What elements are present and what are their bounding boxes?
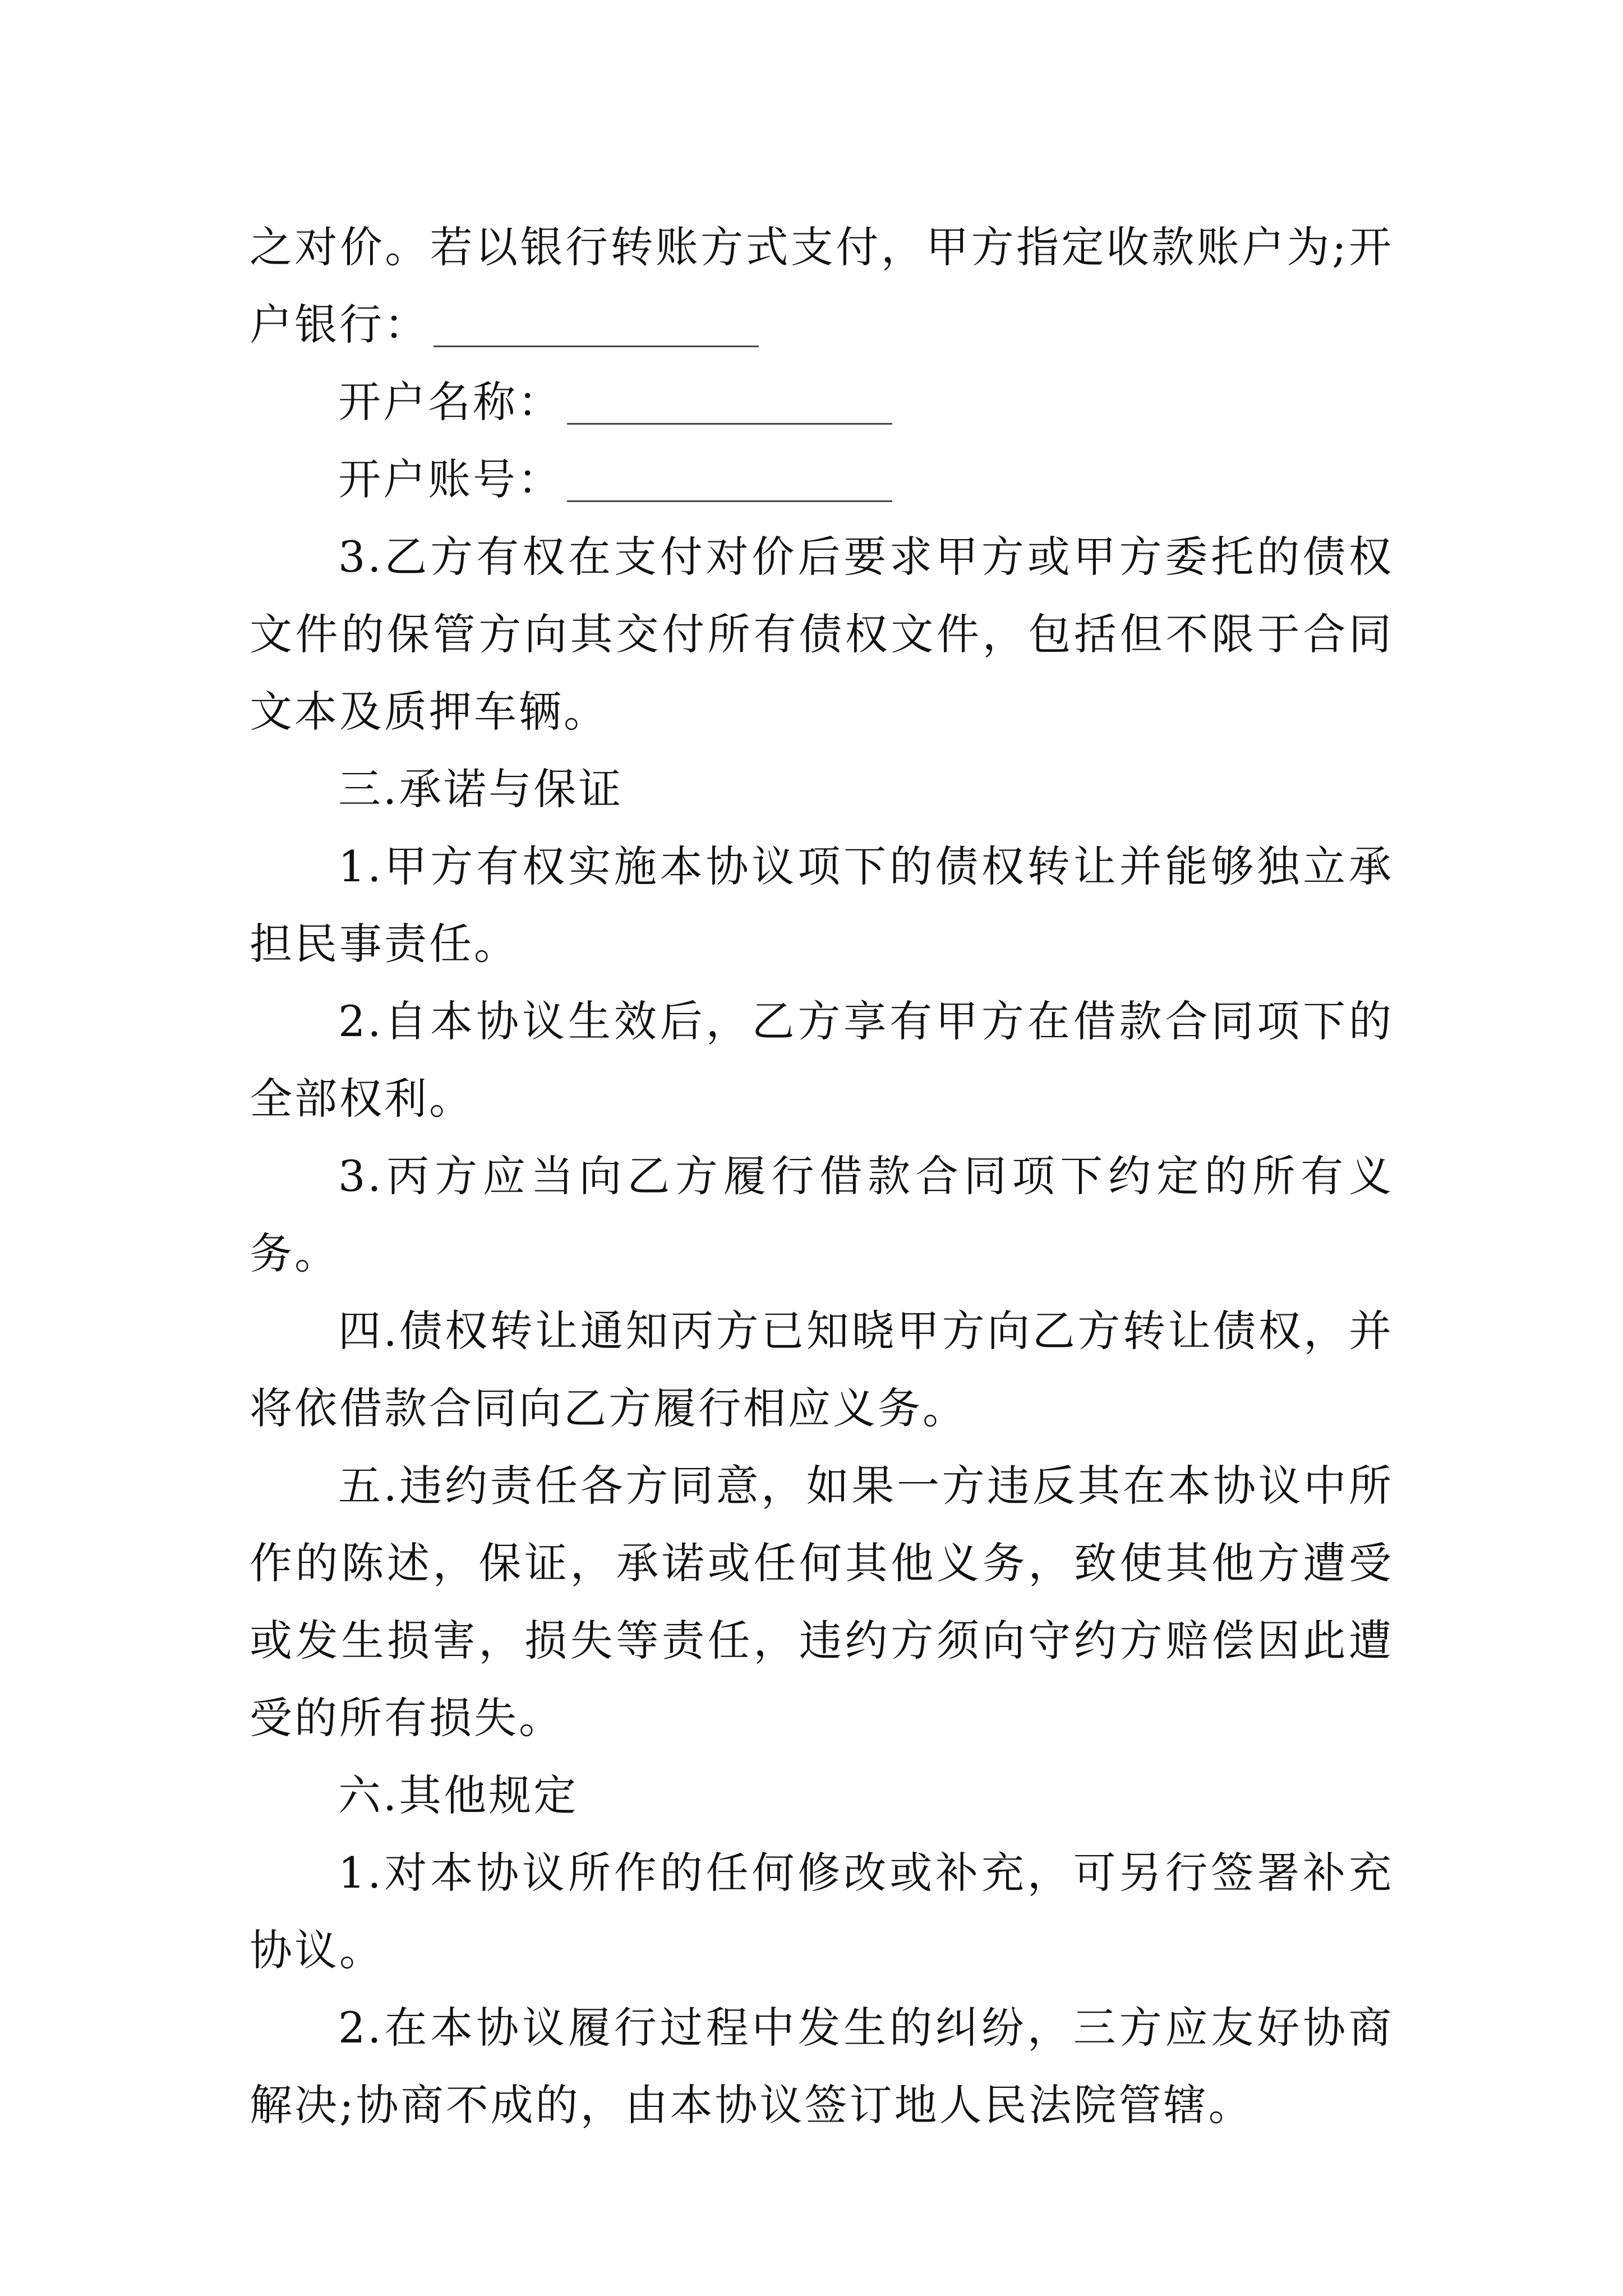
account-number-blank [567, 462, 892, 502]
paragraph-clause-3-2: 2.自本协议生效后，乙方享有甲方在借款合同项下的全部权利。 [250, 996, 1394, 1124]
section-heading-6: 六.其他规定 [338, 1770, 579, 1820]
paragraph-text: 开户账号： [338, 454, 562, 504]
bank-name-blank [434, 307, 759, 347]
paragraph-account-name [250, 364, 1394, 441]
section-heading-3: 三.承诺与保证 [338, 764, 624, 814]
paragraph-payment-account [250, 209, 1394, 364]
paragraph-clause-3-3: 3.丙方应当向乙方履行借款合同项下约定的所有义务。 [250, 1151, 1394, 1278]
section-5-liability: 五.违约责任各方同意，如果一方违反其在本协议中所作的陈述，保证，承诺或任何其他义务，致使其他方遭受或发生损害，损失等责任，违约方须向守约方赔偿因此遭受的所有损失。 [250, 1461, 1394, 1743]
paragraph-clause-6-1: 1.对本协议所作的任何修改或补充，可另行签署补充协议。 [250, 1848, 1394, 1975]
paragraph-clause-3-1: 1.甲方有权实施本协议项下的债权转让并能够独立承担民事责任。 [250, 841, 1394, 969]
paragraph-text: 之对价。若以银行转账方式支付，甲方指定收款账户为;开户银行： [250, 222, 1394, 349]
paragraph-clause-2-3: 3.乙方有权在支付对价后要求甲方或甲方委托的债权文件的保管方向其交付所有债权文件，包括但不限于合同文本及质押车辆。 [250, 532, 1394, 737]
paragraph-clause-6-2: 2.在本协议履行过程中发生的纠纷，三方应友好协商解决;协商不成的，由本协议签订地人民法院管辖。 [250, 2003, 1394, 2130]
account-name-blank [567, 385, 892, 425]
document-body [250, 209, 1394, 2144]
section-4-transfer-notice: 四.债权转让通知丙方已知晓甲方向乙方转让债权，并将依借款合同向乙方履行相应义务。 [250, 1306, 1394, 1433]
paragraph-text: 开户名称： [338, 377, 562, 427]
paragraph-account-number [250, 441, 1394, 518]
